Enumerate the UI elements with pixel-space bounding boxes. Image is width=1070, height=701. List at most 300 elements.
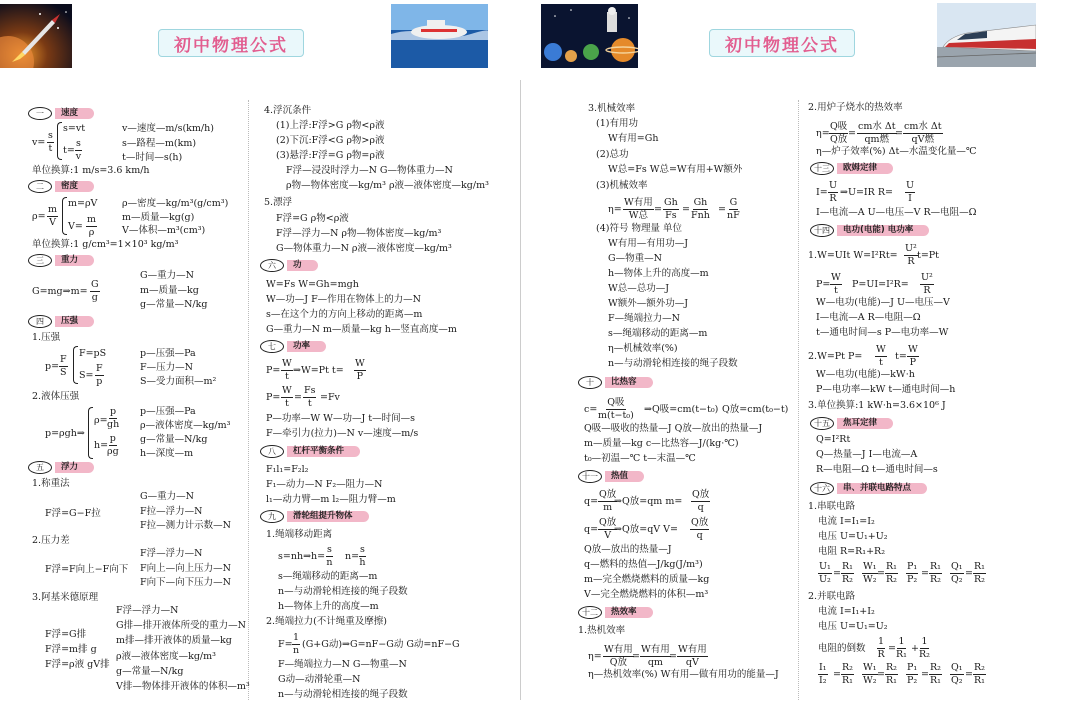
legend: I—电流—A R—电阻—Ω [816, 312, 921, 323]
denominator: R [877, 648, 885, 660]
rocket-launch-image [0, 4, 72, 68]
formula: + [911, 643, 919, 654]
formula: q= [584, 524, 599, 535]
subheading: (1)有用功 [596, 118, 638, 129]
section-title: 重力 [55, 255, 94, 266]
numerator: U² [905, 243, 917, 254]
numerator: Q吸 [607, 397, 625, 408]
legend: g—常量—N/kg [140, 299, 208, 310]
formula: = [965, 669, 973, 680]
legend: V排—物体排开液体的体积—m³ [116, 681, 250, 692]
section-title: 密度 [55, 181, 94, 192]
fraction [885, 562, 898, 584]
formula: = [632, 651, 640, 662]
fraction [885, 663, 898, 685]
formula: t=Pt [917, 250, 939, 261]
formula: ⇒Q吸=cm(t−t₀) [644, 404, 719, 415]
fraction [107, 407, 119, 429]
section-gravity [28, 254, 94, 267]
legend: R—电阻—Ω t—通电时间—s [816, 464, 938, 475]
denominator: R [923, 284, 931, 296]
fraction [663, 198, 679, 220]
numerator: R₂ [886, 662, 897, 673]
page-title-right [709, 29, 855, 57]
legend: g—常量—N/kg [116, 666, 184, 677]
denominator: Q放 [609, 656, 628, 668]
fraction [623, 198, 654, 220]
numerator: W [876, 344, 886, 355]
subheading: (2)总功 [596, 149, 629, 160]
legend: g—常量—N/kg [140, 434, 208, 445]
formula: S= [79, 370, 94, 381]
legend: G—重力—N m—质量—kg h—竖直高度—m [266, 324, 457, 335]
formula: W=Fs W=Gh=mgh [266, 279, 359, 290]
denominator: W₂ [863, 674, 877, 686]
section-number: 十 [578, 376, 602, 389]
numerator: W [282, 358, 292, 369]
section-number: 九 [260, 510, 284, 523]
fraction [973, 663, 986, 685]
formula: ⇒Q放=qm m= [614, 496, 683, 507]
section-title: 比热容 [605, 377, 653, 388]
fraction [47, 131, 54, 153]
formula: v= [32, 137, 46, 148]
formula: m=ρV [68, 198, 98, 209]
column-divider [248, 100, 249, 700]
numerator: cm水 Δt [858, 121, 896, 132]
subheading: 1.绳端移动距离 [266, 529, 333, 540]
fraction [354, 359, 366, 381]
formula: Q放=cm(t₀−t) [722, 404, 789, 415]
denominator: U₂ [819, 573, 831, 585]
denominator: P [909, 356, 917, 368]
subheading: 2.压力差 [32, 535, 70, 546]
legend: t—时间—s(h) [122, 152, 183, 163]
legend: F浮—浮力—N [140, 548, 203, 559]
legend: η—热机效率(%) W有用—做有用功的能量—J [588, 669, 779, 680]
subheading: 3.阿基米德原理 [32, 592, 99, 603]
denominator: P₂ [907, 573, 918, 585]
solar-system-image [541, 4, 638, 68]
legend: v—速度—m/s(km/h) [122, 123, 214, 134]
section-number: 十六 [810, 482, 834, 495]
brace [88, 407, 93, 459]
legend: s—绳端移动的距离—m [278, 571, 378, 582]
legend: Q吸—吸收的热量—J Q放—放出的热量—J [584, 423, 763, 434]
denominator: R₂ [974, 573, 985, 585]
denominator: m [603, 501, 613, 513]
legend: p—压强—Pa [140, 406, 196, 417]
fraction [59, 355, 68, 377]
numerator: R₁ [974, 561, 985, 572]
formula: (G+G动)⇒G=nF−G动 G动=nF−G [302, 639, 460, 650]
section-ohms-law [810, 162, 893, 175]
section-pulley [260, 510, 369, 523]
formula: P=UI=I²R= [852, 279, 909, 290]
numerator: p [109, 433, 116, 444]
denominator: gh [107, 418, 120, 430]
legend: t₀—初温—℃ t—末温—℃ [584, 453, 696, 464]
legend: V—完全燃烧燃料的体积—m³ [584, 589, 709, 600]
subheading: (3)机械效率 [596, 180, 648, 191]
section-number: 十一 [578, 470, 602, 483]
subheading: 1.热机效率 [578, 625, 626, 636]
denominator: Fnh [691, 209, 710, 221]
denominator: ρg [107, 445, 119, 457]
legend: p—压强—Pa [140, 348, 196, 359]
formula: s=nh⇒h= [278, 551, 326, 562]
denominator: W总 [628, 209, 649, 221]
subheading: (4)符号 物理量 单位 [596, 223, 682, 234]
denominator: P [356, 370, 364, 382]
section-number: 六 [260, 259, 284, 272]
legend: Q—热量—J I—电流—A [816, 449, 918, 460]
formula: t= [63, 145, 75, 156]
legend: G动—动滑轮重—N [278, 674, 361, 685]
denominator: R₁ [974, 674, 985, 686]
fraction [691, 490, 710, 512]
denominator: qm燃 [864, 133, 890, 145]
section-title: 压强 [55, 316, 94, 327]
legend: ρ物—物体密度—kg/m³ ρ液—液体密度—kg/m³ [286, 180, 489, 191]
denominator: R₂ [842, 573, 853, 585]
fraction [862, 562, 878, 584]
fraction [690, 518, 709, 540]
formula: 电压 U=U₁+U₂ [818, 531, 888, 542]
numerator: W [355, 358, 365, 369]
fraction [929, 663, 942, 685]
legend: W—电功(电能)—kW·h [816, 369, 915, 380]
denominator: n [326, 556, 333, 568]
numerator: R₁ [930, 561, 941, 572]
formula: I= [816, 187, 828, 198]
fraction [75, 139, 82, 161]
legend: η—炉子效率(%) Δt—水温变化量—℃ [816, 146, 977, 157]
denominator: t [878, 356, 883, 368]
subheading: 3.机械效率 [588, 103, 636, 114]
fraction [828, 181, 838, 203]
numerator: Q放 [599, 489, 617, 500]
denominator: R₁ [842, 674, 853, 686]
formula: 电流 I=I₁+I₂ [818, 606, 875, 617]
numerator: Gh [693, 197, 708, 208]
numerator: W有用 [604, 644, 633, 655]
denominator: v [75, 150, 82, 162]
legend: W有用—有用功—J [608, 238, 689, 249]
numerator: W [831, 272, 841, 283]
fraction [904, 244, 918, 266]
fraction [919, 637, 930, 659]
fraction [640, 645, 671, 667]
numerator: R₂ [974, 662, 985, 673]
numerator: W₁ [863, 561, 877, 572]
formula: = [718, 204, 726, 215]
formula: n= [345, 551, 360, 562]
numerator: 1 [921, 636, 928, 647]
legend: n—与动滑轮相连接的绳子段数 [278, 689, 408, 700]
section-velocity [28, 107, 94, 120]
denominator: R₁ [930, 674, 941, 686]
formula: F₁l₁=F₂l₂ [266, 464, 309, 475]
formula: = [669, 651, 677, 662]
legend: G排—排开液体所受的重力—N [116, 620, 246, 631]
formula: = [965, 568, 973, 579]
fraction [90, 280, 100, 302]
formula: F浮=m排 g [45, 644, 97, 655]
subheading: 4.浮沉条件 [264, 105, 312, 116]
section-title: 热效率 [605, 607, 653, 618]
formula: = [833, 669, 841, 680]
numerator: Q吸 [830, 121, 848, 132]
unit-conversion: 3.单位换算:1 kW·h=3.6×10⁶ J [808, 400, 946, 411]
numerator: 1 [898, 636, 905, 647]
formula: (2)下沉:F浮<G ρ物>ρ液 [276, 135, 385, 146]
formula: = [654, 204, 662, 215]
denominator: p [96, 375, 103, 387]
formula: (1)上浮:F浮>G ρ物<ρ液 [276, 120, 385, 131]
denominator: R₂ [886, 573, 897, 585]
formula: W总=Fs W总=W有用+W额外 [608, 164, 743, 175]
numerator: W有用 [624, 197, 653, 208]
fraction [292, 633, 300, 655]
denominator: q [697, 501, 704, 513]
section-number: 一 [28, 107, 52, 120]
formula: q= [584, 496, 599, 507]
section-electric-work [810, 224, 929, 237]
section-title: 欧姆定律 [837, 163, 893, 174]
numerator: 1 [878, 636, 885, 647]
formula: = [294, 392, 302, 403]
formula: η= [816, 128, 830, 139]
section-number: 二 [28, 180, 52, 193]
column-divider [520, 80, 521, 700]
legend: W—功—J F—作用在物体上的力—N [266, 294, 421, 305]
numerator: F [96, 363, 103, 374]
numerator: U [829, 180, 838, 191]
formula: 电阻 R=R₁+R₂ [818, 546, 886, 557]
numerator: R₁ [886, 561, 897, 572]
fraction [727, 198, 740, 220]
fraction [677, 645, 708, 667]
legend: ρ液—液体密度—kg/m³ [116, 651, 216, 662]
formula: = [888, 643, 896, 654]
fraction [86, 215, 97, 237]
section-title: 浮力 [55, 462, 94, 473]
subheading: 1.称重法 [32, 478, 70, 489]
legend: F浮—浸没时浮力—N G—物体重力—N [286, 165, 453, 176]
formula: V= [68, 221, 83, 232]
denominator: qV [685, 656, 699, 668]
denominator: t [833, 284, 838, 296]
formula: = [833, 568, 841, 579]
numerator: W有用 [678, 644, 707, 655]
legend: I—电流—A U—电压—V R—电阻—Ω [816, 207, 977, 218]
formula: c= [584, 404, 598, 415]
numerator: U [906, 180, 915, 191]
denominator: m(t−t₀) [598, 409, 634, 421]
denominator: t [307, 397, 312, 409]
section-title: 电功(电能) 电功率 [837, 225, 929, 236]
formula: G=mg⇒m= [32, 286, 88, 297]
numerator: U² [921, 272, 933, 283]
legend: F浮—浮力—N ρ物—物体密度—kg/m³ [276, 228, 442, 239]
fraction [906, 663, 918, 685]
fraction [905, 181, 915, 203]
formula: 电流 I=I₁=I₂ [818, 516, 875, 527]
section-thermal-efficiency [578, 606, 653, 619]
formula: η= [608, 204, 622, 215]
numerator: m [48, 204, 58, 215]
legend: s—绳端移动的距离—m [608, 328, 708, 339]
section-title: 功 [287, 260, 318, 271]
section-power [260, 340, 326, 353]
denominator: t [284, 370, 289, 382]
numerator: Q₁ [951, 561, 963, 572]
formula: h= [94, 440, 109, 451]
fraction [950, 562, 964, 584]
numerator: Fs [304, 385, 316, 396]
denominator: R₁ [896, 648, 907, 660]
fraction [920, 273, 934, 295]
unit-conversion: 单位换算:1 g/cm³=1×10³ kg/m³ [32, 239, 179, 250]
legend: n—与动滑轮相连接的绳子段数 [608, 358, 738, 369]
submarine-image [391, 4, 488, 68]
subheading: 2.用炉子烧水的热效率 [808, 102, 903, 113]
fraction [830, 273, 842, 295]
section-number: 十四 [810, 224, 834, 237]
denominator: q [696, 529, 703, 541]
section-pressure [28, 315, 94, 328]
formula: P= [816, 279, 831, 290]
fraction [326, 545, 333, 567]
section-number: 四 [28, 315, 52, 328]
page-title-left [158, 29, 304, 57]
section-title: 串、并联电路特点 [837, 483, 927, 494]
legend: l₁—动力臂—m l₂—阻力臂—m [266, 494, 396, 505]
brace [62, 197, 67, 235]
numerator: s [76, 138, 81, 149]
fraction [303, 386, 316, 408]
formula: = [921, 568, 929, 579]
unit-conversion: 单位换算:1 m/s=3.6 km/h [32, 165, 150, 176]
fraction [950, 663, 964, 685]
denominator: S [60, 366, 67, 378]
formula: = [682, 204, 690, 215]
denominator: qm [647, 656, 663, 668]
fraction [281, 359, 293, 381]
section-joules-law [810, 417, 893, 430]
denominator: W₂ [863, 573, 877, 585]
legend: s—路程—m(km) [122, 138, 197, 149]
formula: = [895, 128, 903, 139]
section-number: 七 [260, 340, 284, 353]
formula: F= [278, 639, 293, 650]
formula: F=pS [79, 348, 107, 359]
fraction [818, 663, 828, 685]
section-title: 热值 [605, 471, 644, 482]
legend: h—深度—m [140, 448, 194, 459]
legend: S—受力面积—m² [140, 376, 217, 387]
numerator: 1 [293, 632, 300, 643]
fraction [973, 562, 986, 584]
denominator: R₂ [919, 648, 930, 660]
subheading: 5.漂浮 [264, 197, 293, 208]
formula: ⇒U=IR R= [840, 187, 893, 198]
denominator: P₂ [907, 674, 918, 686]
denominator: Fs [665, 209, 677, 221]
formula: F浮=F向上−F向下 [45, 564, 129, 575]
formula: ρ= [32, 211, 46, 222]
legend: n—与动滑轮相连接的绳子段数 [278, 586, 408, 597]
fraction [907, 345, 919, 367]
fraction [929, 562, 942, 584]
section-lever [260, 445, 360, 458]
fraction [107, 434, 119, 456]
denominator: Q₂ [951, 573, 963, 585]
legend: W—电功(电能)—J U—电压—V [816, 297, 950, 308]
denominator: V [604, 529, 612, 541]
denominator: Q₂ [951, 674, 963, 686]
formula: ⇒W=Pt t= [293, 365, 344, 376]
legend: P—功率—W W—功—J t—时间—s [266, 413, 415, 424]
section-title: 焦耳定律 [837, 418, 893, 429]
denominator: nF [727, 209, 740, 221]
formula: F浮=G−F拉 [45, 508, 101, 519]
legend: s—在这个力的方向上移动的距离—m [266, 309, 423, 320]
section-number: 十二 [578, 606, 602, 619]
section-number: 八 [260, 445, 284, 458]
fraction [906, 562, 918, 584]
section-heat-value [578, 470, 644, 483]
formula: ⇒Q放=qV V= [614, 524, 678, 535]
formula: = [877, 568, 885, 579]
numerator: R₁ [842, 561, 853, 572]
legend: F—压力—N [140, 362, 193, 373]
numerator: I₁ [819, 662, 827, 673]
legend: G—重力—N [140, 270, 194, 281]
legend: G—物重—N [608, 253, 662, 264]
legend: W总—总功—J [608, 283, 670, 294]
formula: P= [266, 392, 281, 403]
legend: h—物体上升的高度—m [278, 601, 379, 612]
numerator: R₂ [842, 662, 853, 673]
fraction [691, 198, 710, 220]
numerator: W [908, 344, 918, 355]
legend: F拉—浮力—N [140, 506, 203, 517]
legend: G—物体重力—N ρ液—液体密度—kg/m³ [276, 243, 452, 254]
formula: F浮=G ρ物<ρ液 [276, 213, 349, 224]
denominator: g [91, 291, 98, 303]
numerator: G [729, 197, 738, 208]
formula: p=ρgh⇒ [45, 428, 85, 439]
denominator: R [907, 255, 915, 267]
numerator: Q₁ [951, 662, 963, 673]
fraction [598, 398, 634, 420]
subheading: 2.并联电路 [808, 591, 856, 602]
numerator: W₁ [863, 662, 877, 673]
numerator: W [282, 385, 292, 396]
legend: q—燃料的热值—J/kg(J/m³) [584, 559, 703, 570]
numerator: Gh [664, 197, 678, 208]
legend: F₁—动力—N F₂—阻力—N [266, 479, 383, 490]
section-title: 杠杆平衡条件 [287, 446, 360, 457]
denominator: R₁ [886, 674, 897, 686]
numerator: cm水 Δt [904, 121, 942, 132]
formula: =Fv [320, 392, 340, 403]
legend: m—质量—kg(g) [122, 212, 195, 223]
section-density [28, 180, 94, 193]
fraction [603, 645, 634, 667]
